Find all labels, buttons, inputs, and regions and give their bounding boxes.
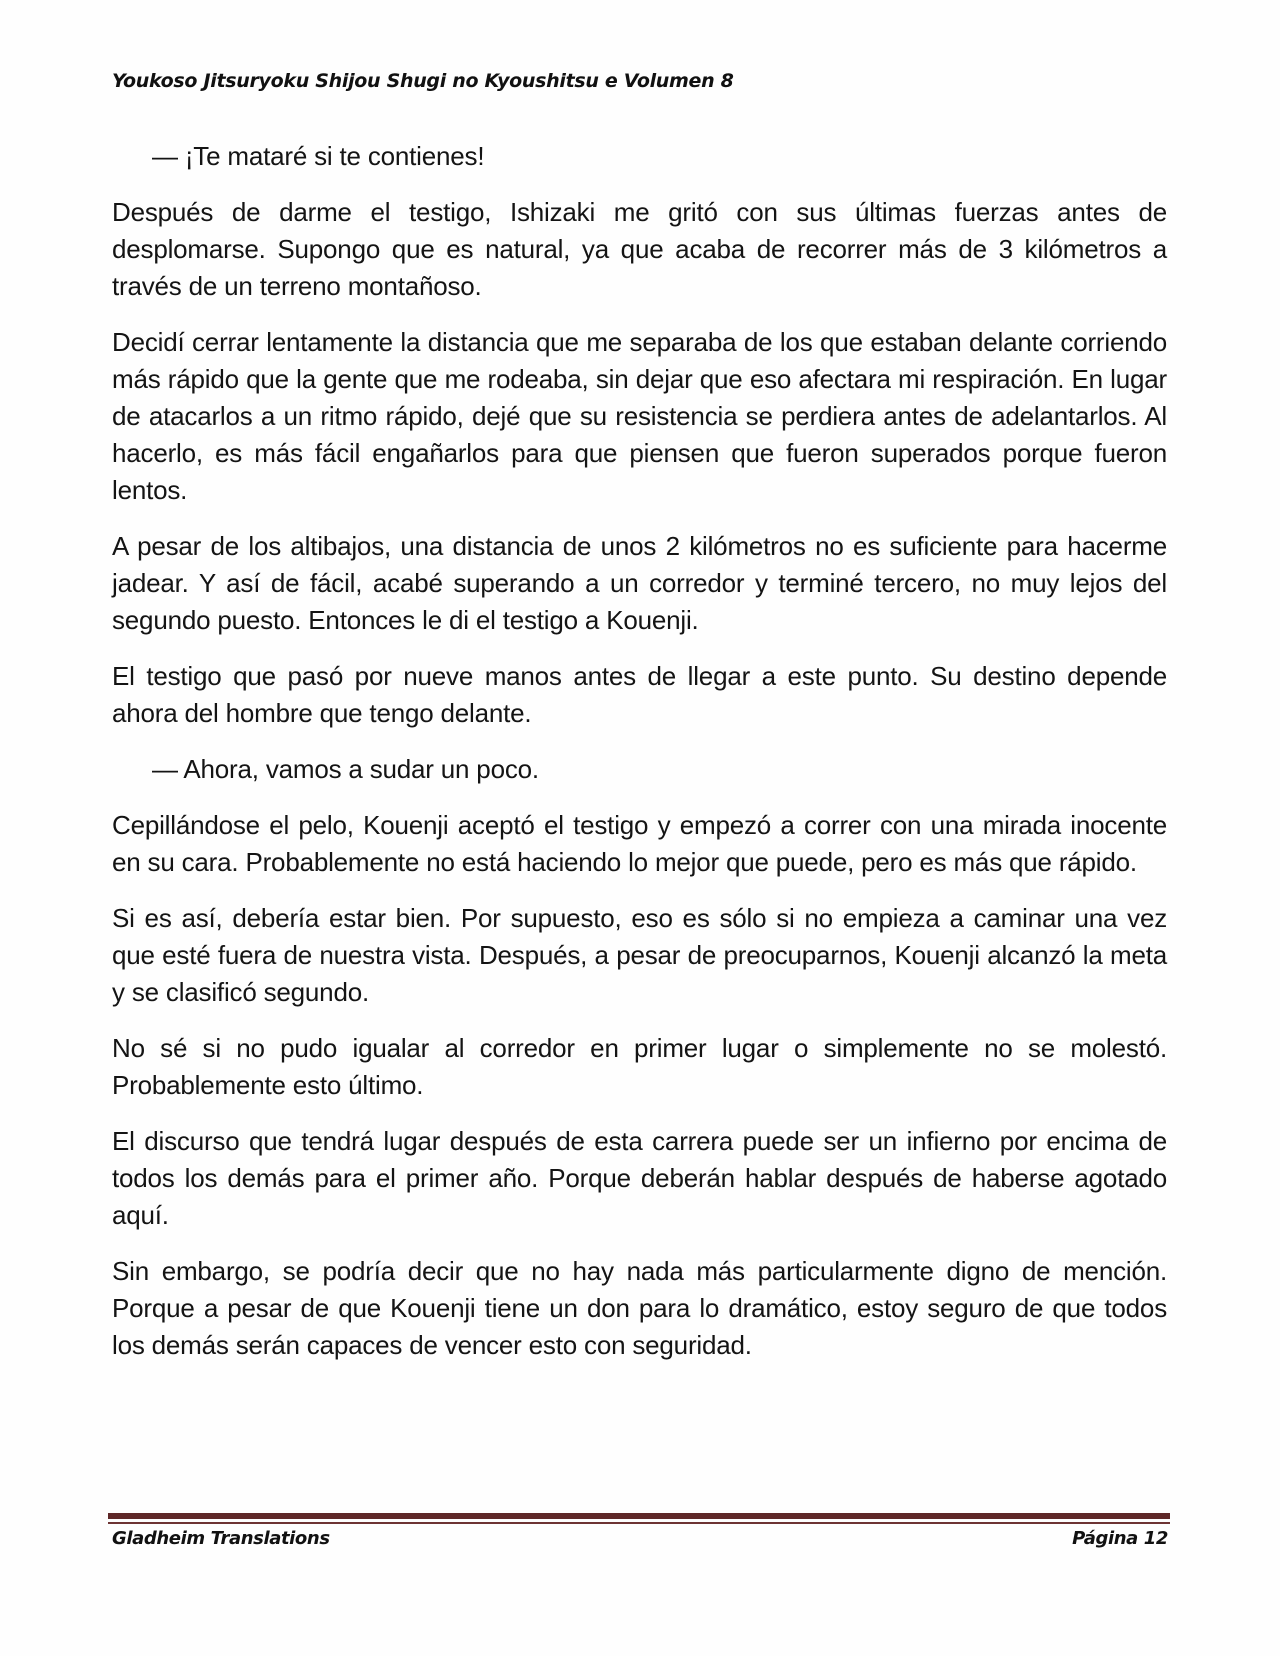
paragraph: Sin embargo, se podría decir que no hay nada más particularmente digno de mención. Porque a pesar de que Kouenji tiene un don para lo dramático, estoy seguro de que todos los demás serán capaces de vencer esto con seguridad. <box>112 1256 1167 1360</box>
running-header: Youkoso Jitsuryoku Shijou Shugi no Kyoushitsu e Volumen 8 <box>112 70 734 92</box>
paragraph: Si es así, debería estar bien. Por supuesto, eso es sólo si no empieza a caminar una vez que esté fuera de nuestra vista. Después, a pesar de preocuparnos, Kouenji alcanzó la meta y se clasificó segundo. <box>112 903 1167 1007</box>
paragraph: A pesar de los altibajos, una distancia de unos 2 kilómetros no es suficiente para hacerme jadear. Y así de fácil, acabé superando a un corredor y terminé tercero, no muy lejos del segundo puesto. Entonces le di el testigo a Kouenji. <box>112 531 1167 635</box>
footer-credit: Gladheim Translations <box>112 1528 330 1549</box>
paragraph: Decidí cerrar lentamente la distancia que me separaba de los que estaban delante corriendo más rápido que la gente que me rodeaba, sin dejar que eso afectara mi respiración. En lugar de atacarlos a un ritmo rápido, dejé que su resistencia se perdiera antes de adelantarlos. Al hacerlo, es más fácil engañarlos para que piensen que fueron superados porque fueron lentos. <box>112 327 1167 505</box>
body-text <box>112 138 1167 1383</box>
paragraph: El discurso que tendrá lugar después de esta carrera puede ser un infierno por encima de todos los demás para el primer año. Porque deberán hablar después de haberse agotado aquí. <box>112 1126 1167 1230</box>
footer-rule-thick <box>108 1513 1170 1519</box>
paragraph: Cepillándose el pelo, Kouenji aceptó el testigo y empezó a correr con una mirada inocente en su cara. Probablemente no está haciendo lo mejor que puede, pero es más que rápido. <box>112 810 1167 877</box>
footer-rule-thin <box>108 1522 1170 1524</box>
dialog-line: — Ahora, vamos a sudar un poco. <box>152 754 539 784</box>
page-number: Página 12 <box>1072 1528 1168 1549</box>
paragraph: El testigo que pasó por nueve manos antes de llegar a este punto. Su destino depende ahora del hombre que tengo delante. <box>112 661 1167 728</box>
paragraph: Después de darme el testigo, Ishizaki me gritó con sus últimas fuerzas antes de desplomarse. Supongo que es natural, ya que acaba de recorrer más de 3 kilómetros a través de un terreno montañoso. <box>112 197 1167 301</box>
dialog-line: — ¡Te mataré si te contienes! <box>152 141 485 171</box>
paragraph: No sé si no pudo igualar al corredor en primer lugar o simplemente no se molestó. Probablemente esto último. <box>112 1033 1167 1100</box>
